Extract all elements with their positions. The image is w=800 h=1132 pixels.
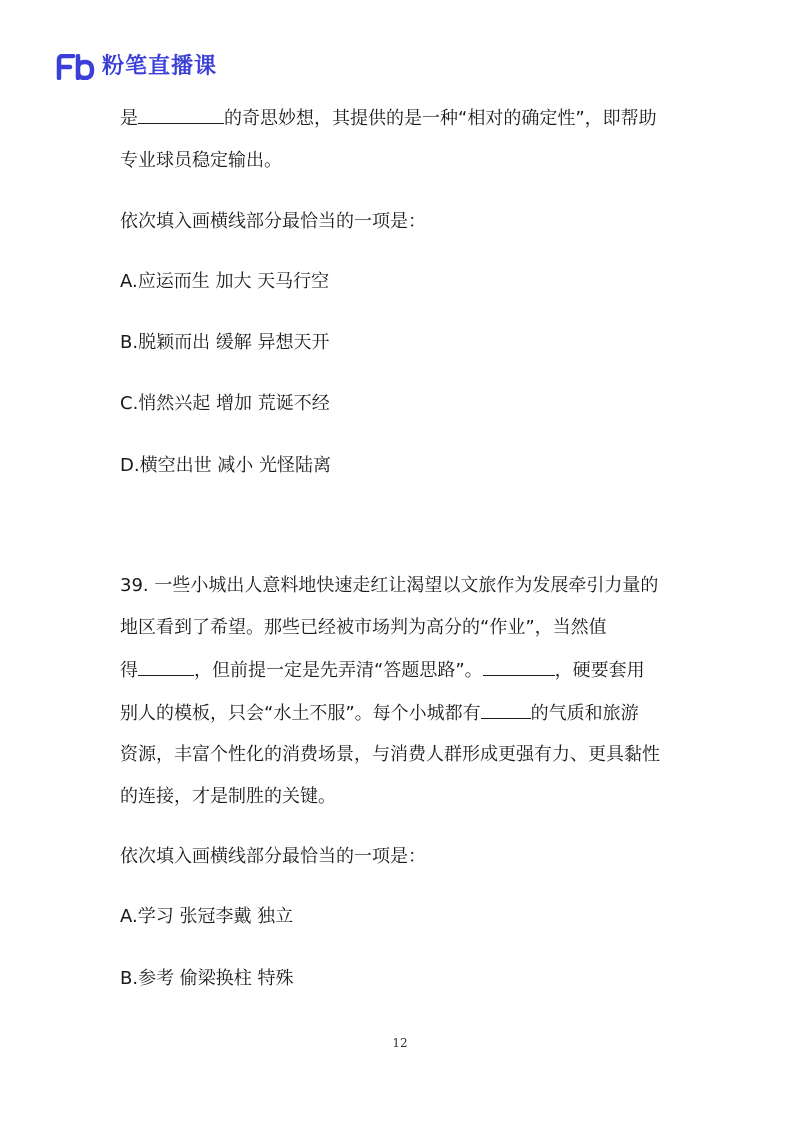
q39-line-2: 地区看到了希望。那些已经被市场判为高分的“作业”，当然值 [120,617,607,638]
brand-logo [56,52,217,82]
q39-line-4: 别人的模板，只会“水土不服”。每个小城都有 的气质和旅游 [120,699,639,728]
fill-blank [481,699,531,719]
q38-option-d: D.横空出世 减小 光怪陆离 [120,455,332,476]
fenbi-logo-icon [56,54,96,80]
q38-option-c: C.悄然兴起 增加 荒诞不经 [120,393,330,414]
q39-line-6: 的连接，才是制胜的关键。 [120,786,336,807]
page-number: 12 [392,1036,408,1050]
q39-prompt: 依次填入画横线部分最恰当的一项是： [120,846,426,867]
q38-prompt: 依次填入画横线部分最恰当的一项是： [120,211,426,232]
fill-blank [483,656,555,676]
q39-line-1: 39. 一些小城出人意料地快速走红让渴望以文旅作为发展牵引力量的 [120,575,659,596]
q39-option-a: A.学习 张冠李戴 独立 [120,906,294,927]
fill-blank [138,656,194,676]
q39-option-b: B.参考 偷梁换柱 特殊 [120,968,294,989]
q39-line-3: 得 ，但前提一定是先弄清“答题思路”。 ，硬要套用 [120,656,645,685]
q38-option-b: B.脱颖而出 缓解 异想天开 [120,332,330,353]
q39-line-5: 资源，丰富个性化的消费场景，与消费人群形成更强有力、更具黏性 [120,744,660,765]
q38-line-2: 专业球员稳定输出。 [120,150,282,171]
q38-line-1: 是 的奇思妙想，其提供的是一种“相对的确定性”，即帮助 [120,104,657,133]
fill-blank [138,104,224,124]
q38-option-a: A.应运而生 加大 天马行空 [120,271,330,292]
brand-name: 粉笔直播课 [102,54,218,79]
